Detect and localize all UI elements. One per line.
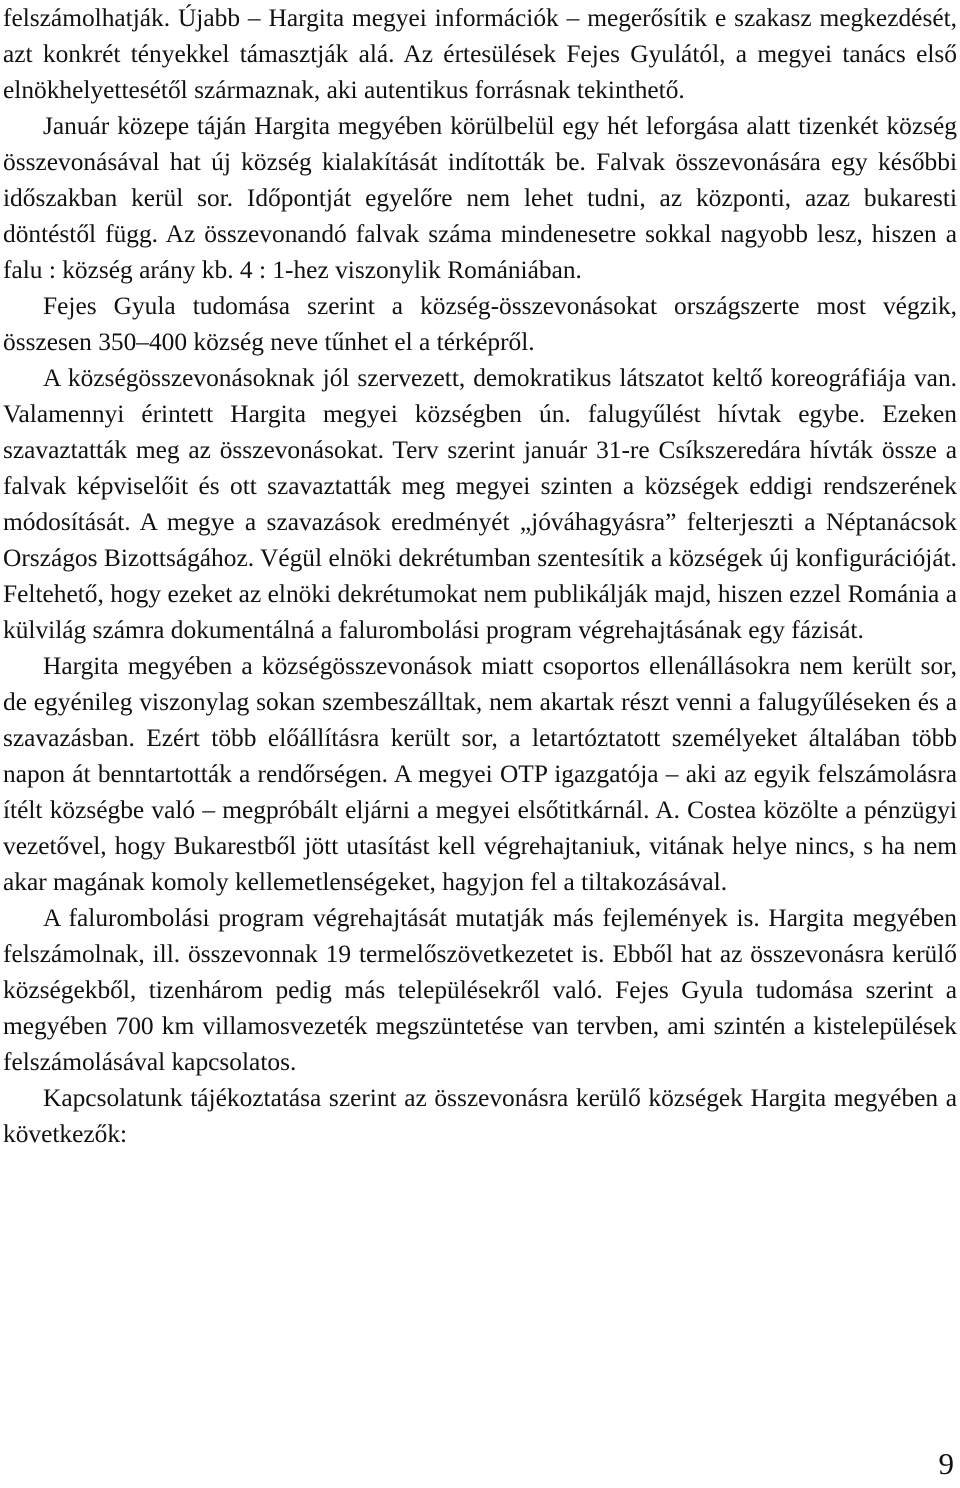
page-number: 9 [938, 1446, 954, 1481]
paragraph-resistance: Hargita megyében a községösszevonások miatt csoportos ellenállásokra nem került sor, de egyénileg viszonylag sokan szembeszálltak, nem akartak részt venni a falugyűléseken és a szavazásban. Ezért több előállításra került sor, a letartóztatott személyeket általában több napon át benntartották a rendőrségen. A megyei OTP igazgatója – aki az egyik felszámolásra ítélt községbe való – megpróbált eljárni a megyei elsőtitkárnál. A. Costea közölte a pénzügyi vezetővel, hogy Bukarestből jött utasítást kell végrehajtaniuk, vitának helye nincs, s ha nem akar magának komoly kellemetlenségeket, hagyjon fel a tiltakozásával. [3, 652, 957, 896]
paragraph-list-intro: Kapcsolatunk tájékoztatása szerint az összevonásra kerülő községek Hargita megyében a következők: [3, 1084, 957, 1148]
paragraph-continuation: felszámolhatják. Újabb – Hargita megyei információk – megerősítik e szakasz megkezdését, azt konkrét tényekkel támasztják alá. Az értesülések Fejes Gyulától, a megyei tanács első elnökhelyettesétől származnak, aki autentikus forrásnak tekinthető. [3, 4, 957, 104]
document-page [3, 0, 957, 1152]
paragraph-village-merger: Január közepe táján Hargita megyében körülbelül egy hét leforgása alatt tizenkét község összevonásával hat új község kialakítását indították be. Falvak összevonására egy későbbi időszakban kerül sor. Időpontját egyelőre nem lehet tudni, az központi, azaz bukaresti döntéstől függ. Az összevonandó falvak száma mindenesetre sokkal nagyobb lesz, hiszen a falu : község arány kb. 4 : 1-hez viszonylik Romániában. [3, 112, 957, 284]
paragraph-choreography: A községösszevonásoknak jól szervezett, demokratikus látszatot keltő koreográfiája van. Valamennyi érintett Hargita megyei községben ún. falugyűlést hívtak egybe. Ezeken szavaztatták meg az összevonásokat. Terv szerint január 31-re Csíkszeredára hívták össze a falvak képviselőit és ott szavaztatták meg megyei szinten a községek eddigi rendszerének módosítását. A megye a szavazások eredményét „jóváhagyásra” felterjeszti a Néptanácsok Országos Bizottságához. Végül elnöki dekrétumban szentesítik a községek új konfigurációját. Feltehető, hogy ezeket az elnöki dekrétumokat nem publikálják majd, hiszen ezzel Románia a külvilág számra dokumentálná a falurombolási program végrehajtásának egy fázisát. [3, 364, 957, 644]
paragraph-program-developments: A falurombolási program végrehajtását mutatják más fejlemények is. Hargita megyében felszámolnak, ill. összevonnak 19 termelőszövetkezetet is. Ebből hat az összevonásra kerülő községekből, tizenhárom pedig más településekről való. Fejes Gyula tudomása szerint a megyében 700 km villamosvezeték megszüntetése van tervben, ami szintén a kistelepülések felszámolásával kapcsolatos. [3, 904, 957, 1076]
paragraph-fejes-statement: Fejes Gyula tudomása szerint a község-összevonásokat országszerte most végzik, összesen 350–400 község neve tűnhet el a térképről. [3, 292, 957, 356]
